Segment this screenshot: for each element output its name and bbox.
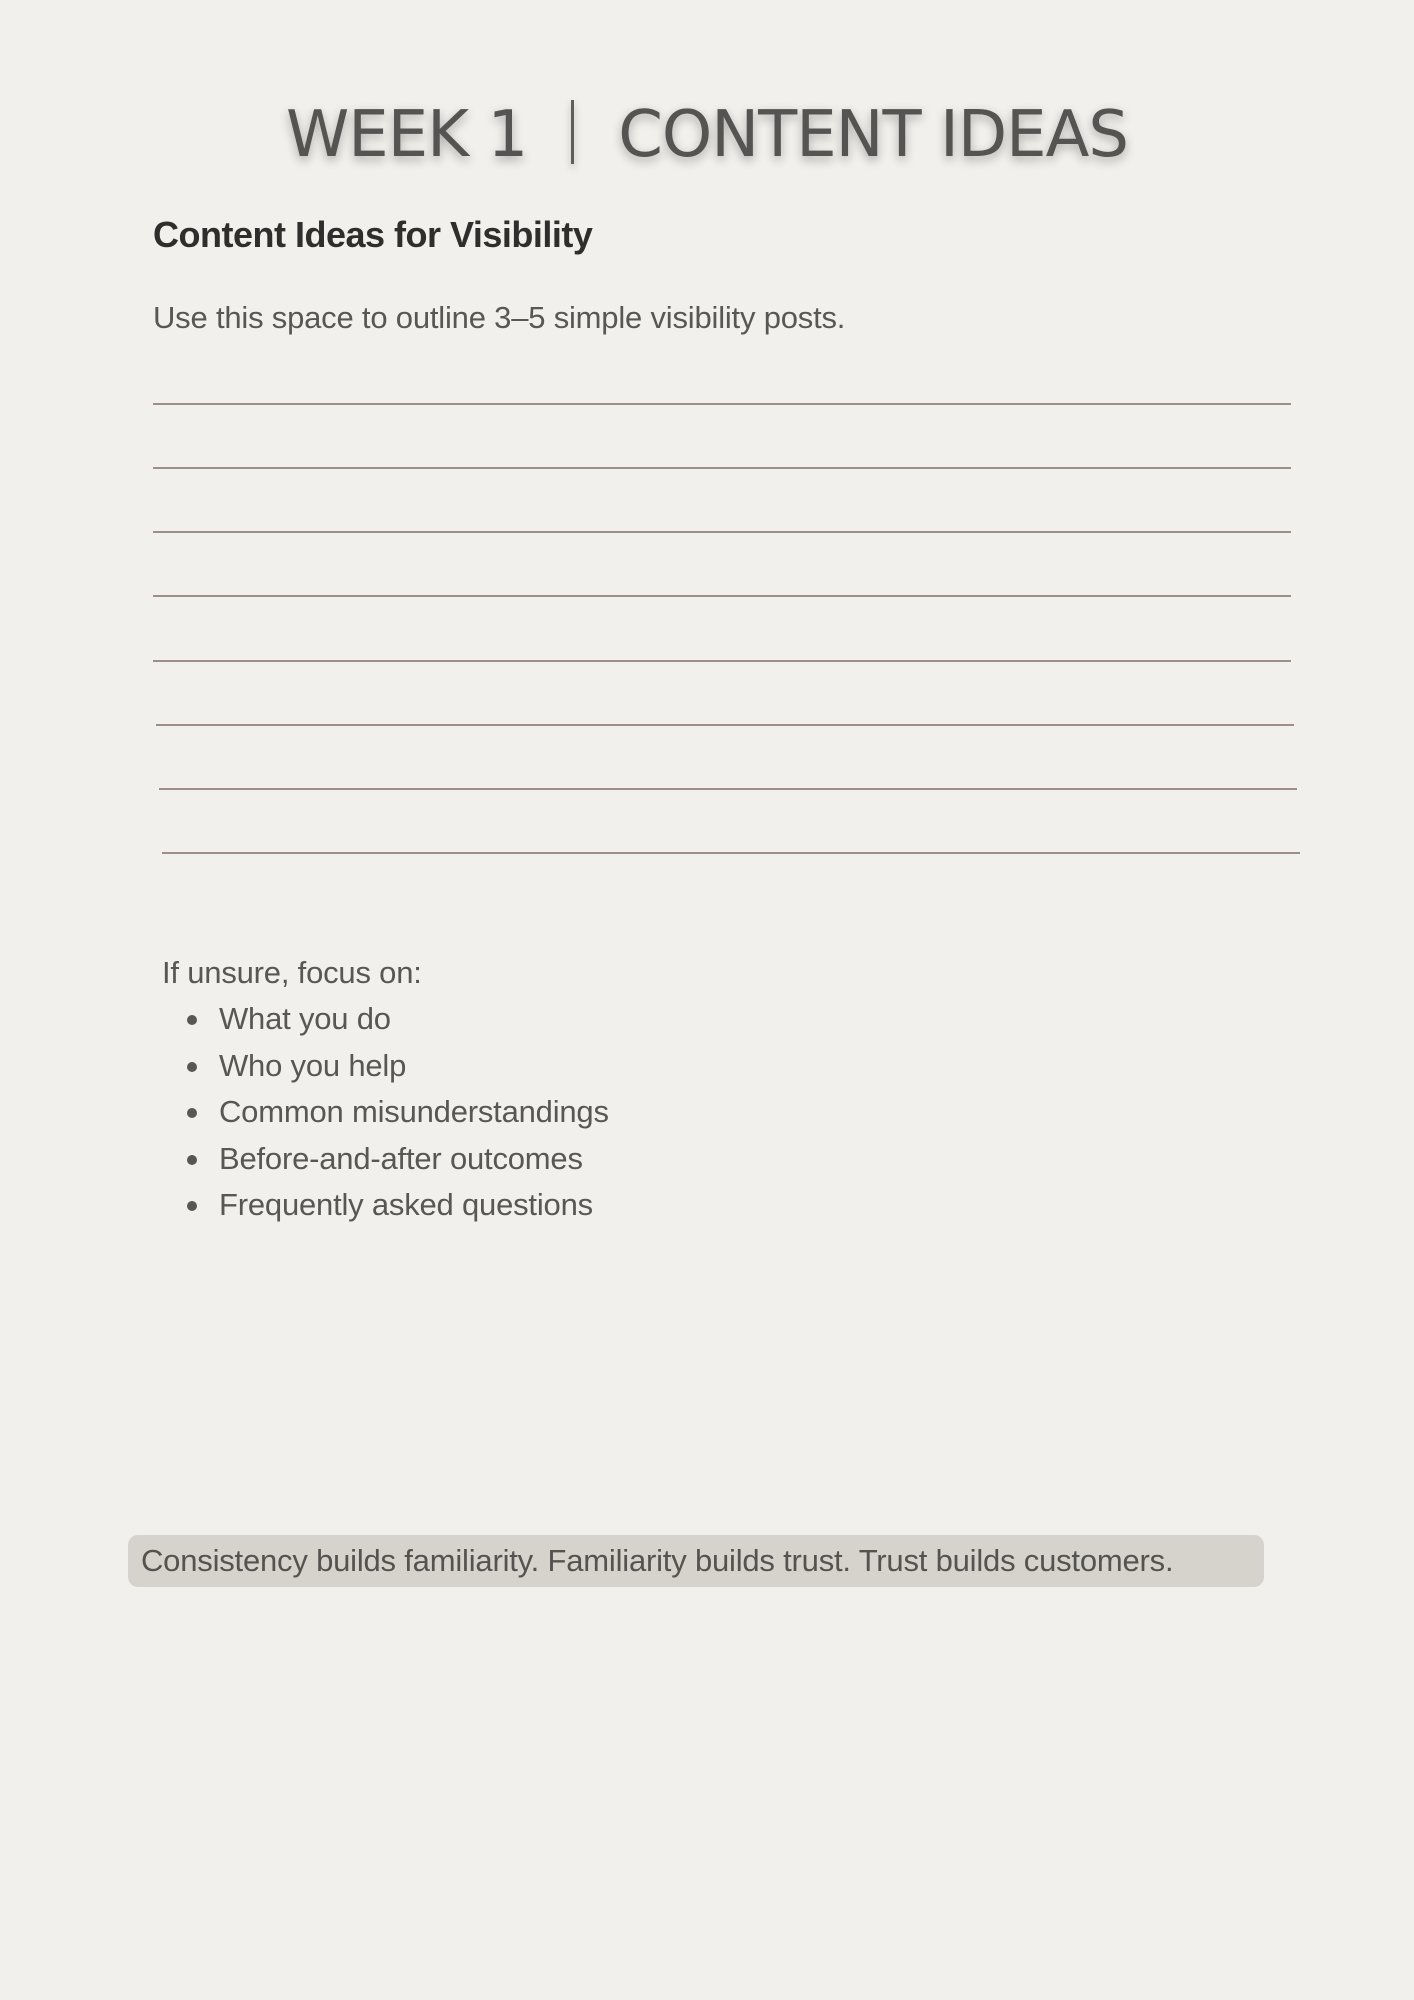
- list-item-text: Frequently asked questions: [219, 1187, 593, 1222]
- bullet-icon: [187, 1108, 197, 1118]
- header-topic: CONTENT IDEAS: [618, 98, 1128, 172]
- list-item: [219, 1089, 609, 1136]
- list-item: [219, 1136, 609, 1183]
- header-week: WEEK 1: [286, 98, 528, 172]
- page-header: [0, 98, 1414, 172]
- list-item-text: What you do: [219, 1001, 391, 1036]
- writing-line[interactable]: [153, 595, 1291, 597]
- bullet-icon: [187, 1201, 197, 1211]
- writing-line[interactable]: [156, 724, 1294, 726]
- bullet-icon: [187, 1155, 197, 1165]
- writing-line[interactable]: [153, 467, 1291, 469]
- quote-callout: [128, 1535, 1264, 1587]
- list-item: [219, 1182, 609, 1229]
- header-divider: [571, 100, 574, 164]
- focus-list: [162, 996, 609, 1229]
- list-item-text: Common misunderstandings: [219, 1094, 609, 1129]
- list-item-text: Before-and-after outcomes: [219, 1140, 583, 1176]
- writing-line[interactable]: [153, 403, 1291, 405]
- focus-section: [162, 950, 609, 1229]
- focus-lead: If unsure, focus on:: [162, 955, 422, 990]
- bullet-icon: [187, 1015, 197, 1025]
- list-item: [219, 1043, 609, 1090]
- list-item-text: Who you help: [219, 1047, 407, 1083]
- bullet-icon: [187, 1062, 197, 1072]
- writing-line[interactable]: [153, 531, 1291, 533]
- writing-line[interactable]: [153, 660, 1291, 662]
- section-title: Content Ideas for Visibility: [153, 214, 593, 255]
- writing-line[interactable]: [159, 788, 1297, 790]
- section-instruction: Use this space to outline 3–5 simple visibility posts.: [153, 300, 846, 335]
- list-item: [219, 996, 609, 1043]
- writing-line[interactable]: [162, 852, 1300, 854]
- quote-text: Consistency builds familiarity. Familiarity builds trust. Trust builds customers.: [141, 1543, 1174, 1578]
